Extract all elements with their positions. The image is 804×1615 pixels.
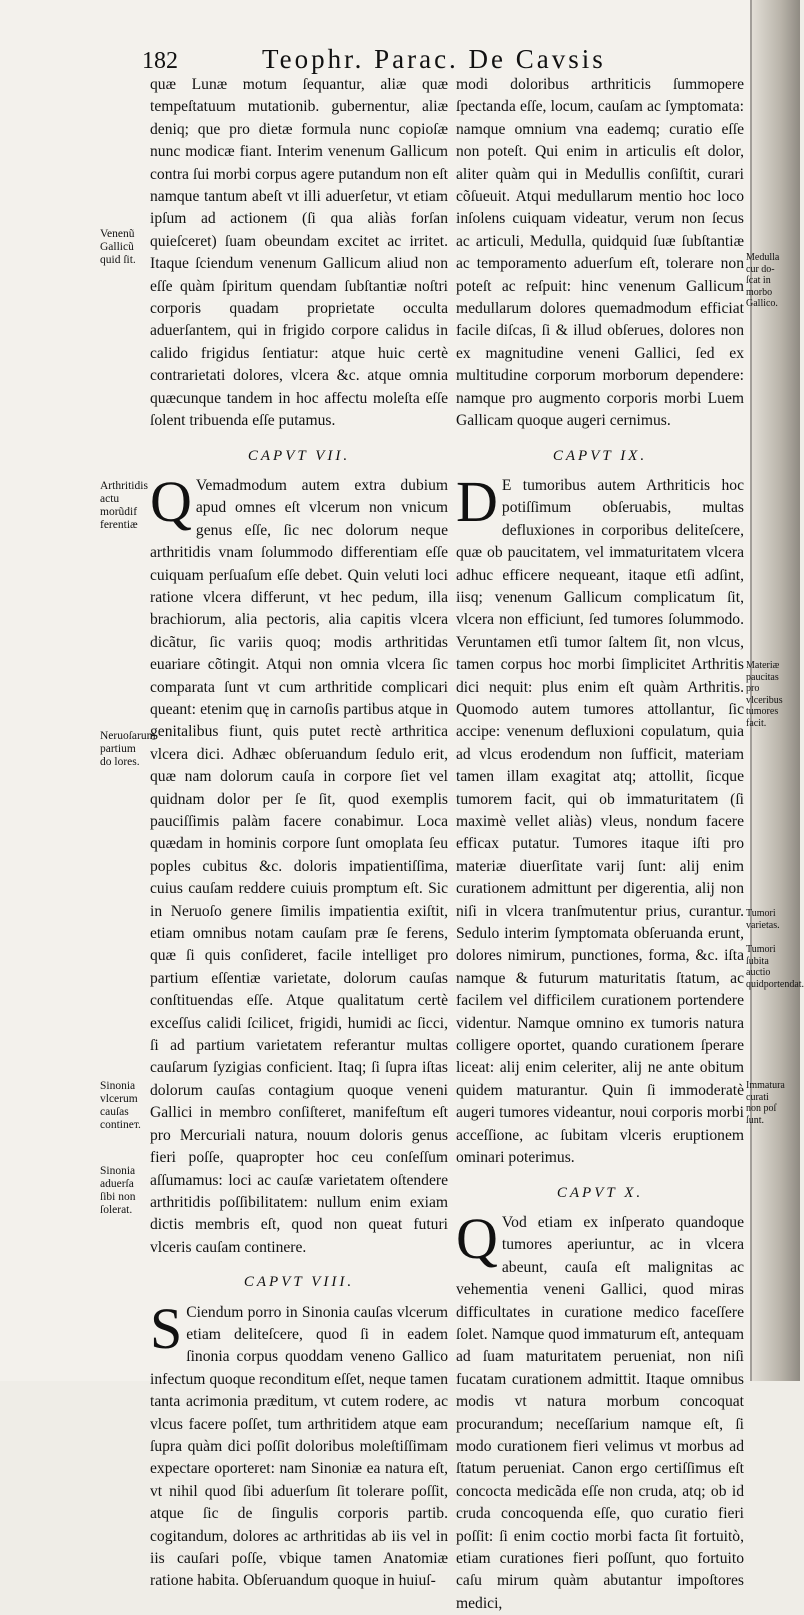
chapter-8-drop-cap: S [150,1295,183,1361]
margin-note-left: Venenũ Gallicũ quid ſit. [100,228,136,266]
margin-note-right: Materiæ paucitas pro vlceribus tumores facit. [746,660,783,729]
right-column [456,74,744,1615]
chapter-9-paragraph [456,468,744,1170]
chapter-9-text: E tumoribus autem Arthriticis hoc potiſſimum obſeruabis, multas defluxiones in corporibus deliteſcere, quæ ob paucitatem, vel immaturitatem vlcera adhuc efficere nequeant, itaque etſi adſint, iisq; venenum Gallicum complicatum ſit, vlcera non efficiunt, ſed tumores ſolummodo. Veruntamen etſi tumor ſaltem ſit, non vlcus, tamen corpus hoc morbi ſimplicitet Arthritis dici nequit: plus enim eſt quàm Arthritis. Quomodo autem tumores attollantur, ſic accipe: venenum defluxioni copulatum, quia ad vlcus erodendum non ſufficit, materiam tamen illam exagitat atq; attollit, ſicque tumorem facit, qui ob immaturitatem (ſi maximè vellet aliàs) vleus, nondum facere efficax putatur. Tumores itaque iſti pro materiæ diuerſitate varij ſunt: alij enim curationem admittunt per digerentia, alij non niſi in vlcera tranſmutentur prius, curantur. Sedulo interim ſymptomata obſeruanda erunt, dolores nimirum, punctiones, forma, &c. iſta namque & futurum maturitatis ſtatum, ac facilem vel difficilem curationem portendere videntur. Namque omnino ex tumoris natura colligere oportet, quando curationem ſperare liceat: alij enim celeriter, alij ne ante obitum quidem maturantur. Quin ſi immoderatè augeri tumores videantur, noui corporis morbi acceſſione, ac ſubitam vlceris eruptionem ominari poterimus. [456,476,744,1167]
chapter-7-drop-cap: Q [150,468,192,534]
chapter-7-text: Vemadmodum autem extra dubium apud omnes eſt vlcerum non vnicum genus eſſe, ſic nec dolorum neque arthritidis vnam ſolummodo differentiam eſſe cuiquam perſuaſum eſſe debet. Quin veluti loci ratione vlcera differunt, vt hec pedum, illa brachiorum, alia pectoris, alia capitis vlcera dicãtur, ſic variis quoq; modis arthritidas euariare cõtingit. Atqui non omnia vlcera ſic comparata ſunt vt cum arthritide complicari queant: etenim quę in carnoſis partibus atque in genitalibus fiunt, quis putet rectè arthritica vlcera dici. Adhæc obſeruandum ſedulo erit, quæ nam dolorum cauſa in corpore ſiet vel quidnam dolor per ſe ſit, quod exemplis pauciſſimis palàm facere conabimur. Loca quædam in hominis corpore ſunt omoplata ſeu poples cubitus &c. doloris impatientiſſima, cuius cauſam reddere cuiuis promptum eſt. Sic in Neruoſo genere ſimilis impatientia exiſtit, etiam omnibus notam cauſam præ ſe ferens, quæ ſi quis conſideret, facile intelliget pro partium eſſentiæ varietate, dolorum cauſas conſtituendas eſſe. Atque qualitatum certè exceſſus calidi ſcilicet, frigidi, humidi ac ſicci, ſi ad partium varietatem referantur multas cauſarum ſyzigias conficient. Itaq; ſi ſupra iſtas dolorum cauſas contagium quoque veneni Gallici in membro conſiſteret, manifeſtum eſt pro Mercuriali natura, nouum doloris genus fieri poſſe, quapropter hoc ceu conſeſſum aſſumamus: loci ac cauſæ varietatem oſtendere arthritidis poſſibilitatem: nullum enim exiam dictis membris eſt, quod non queat futuri vlceris cauſam continere. [150,476,448,1256]
margin-note-right: Immatura curati non poſ ſunt. [746,1080,785,1126]
chapter-8-paragraph [150,1295,448,1593]
page-number: 182 [142,48,178,74]
chapter-10-text: Vod etiam ex inſperato quandoque tumores aperiuntur, ac in vlcera abeunt, cauſa eſt malignitas ac vehementia veneni Gallici, quod miras difficultates in curatione medico faceſſere ſolet. Namque quod immaturum eſt, antequam ad ſuam maturitatem perueniat, non niſi fucatam curationem admittit. Itaque omnibus modis vt natura morbum concoquat procurandum; neceſſarium namque eſt, ſi modo curationem fieri velimus vt morbus ad ſtatum perueniat. Canon ergo certiſſimus eſt concocta medicãda eſſe non cruda, atq; ob id cruda concoquenda eſſe, quo curatio fieri poſſit: ſi enim coctio morbi facta ſit fortuitò, etiam curationes fieri poſſunt, quo fortuito caſu mirum quàm abutantur impoſtores medici, [456,1213,744,1612]
margin-note-left: Arthritidis actu morũdif ferentiæ [100,480,148,531]
margin-note-right: Tumori ſubita auctio quidportendat. [746,944,804,990]
chapter-9-drop-cap: D [456,468,498,534]
chapter-7-heading: CAPVT VII. [247,447,351,464]
margin-note-left: Sinonia vlcerum cauſas contineт. [100,1080,141,1131]
margin-note-left: Sinonia aduerſa ſibi non ſolerat. [100,1165,136,1216]
chapter-7-paragraph [150,468,448,1259]
margin-note-right: Medulla cur do- ſcat in morbo Gallico. [746,252,780,309]
running-title: Teophr. Parac. De Cavsis [262,44,606,74]
left-intro-paragraph: quæ Lunæ motum ſequantur, aliæ quæ tempeſtatuum mutationib. gubernentur, aliæ deniq; que pro dietæ formula nunc copioſæ nunc modicæ fiant. Interim venenum Gallicum contra ſui morbi corpus agere putandum non eſt namque tantum abeſt vt illi aduerſetur, vt etiam ipſum ad actionem (ſi qua aliàs forſan quieſceret) ſuam obeundam excitet ac irritet. Itaque ſciendum venenum Gallicum aliud non eſſe quàm ſpiritum quendam ſubſtantiæ noſtri corporis quadam proprietate occulta aduerſantem, qui in frigido corpore calidus in calido frigidus ſentiatur: atque huic certè contrarietati dolores, vlcera &c. atque omnia quæcunque tandem in hoc affectu moleſta eſſe ſolent tribuenda eſſe putamus. [150,76,448,430]
chapter-10-drop-cap: Q [456,1205,498,1271]
chapter-10-paragraph [456,1205,744,1615]
margin-note-left: Neruoſarum partium do lores. [100,730,156,768]
chapter-10-heading: CAPVT X. [556,1184,644,1201]
left-column [150,74,448,1593]
right-intro-paragraph: modi doloribus arthriticis ſummopere ſpectanda eſſe, locum, cauſam ac ſymptomata: namque omnium vna eademq; curatio eſſe non poteſt. Qui enim in articulis eſt dolor, aliter quàm qui in Medullis conſiſtit, curari cõſueuit. Atqui medullarum mentio hoc loco inſolens cuiquam videatur, verum non ſecus ac articuli, Medulla, quidquid ſuæ ſubſtantiæ ac temporamento aduerſum eſt, tolerare non poteſt ac reſpuit: hinc venenum Gallicum medullarum dolores quemadmodum efficiat facile diſcas, ſi & illud obſerues, dolores non ex magnitudine veneni Gallici, ſed ex multitudine corporum morborum dependere: namque pro augmento corporis morbi Luem Gallicam quoque augeri cernimus. [456,76,744,430]
chapter-9-heading: CAPVT IX. [552,447,648,464]
chapter-8-heading: CAPVT VIII. [243,1274,355,1291]
chapter-8-text: Ciendum porro in Sinonia cauſas vlcerum etiam deliteſcere, quod ſi in eadem ſinonia corpus quoddam veneno Gallico infectum quoque reconditum eſſet, neque tamen tanta acrimonia præditum, vt cutem rodere, ac vlcus facere poſſet, tum arthritidem atque eam ſupra quàm dici poſſit doloribus moleſtiſſimam expectare oporteret: nam Sinoniæ ea natura eſt, vt nihil quod ſibi aduerſum ſit tolerare poſſit, atque ſic de ſingulis corporis partib. cogitandum, dolores ac arthritidas ab iis vel in iis cauſari poſſe, vbique tamen Anatomiæ ratione habita. Obſeruandum quoque in huiuſ- [150,1303,448,1590]
margin-note-right: Tumori varietas. [746,908,780,931]
